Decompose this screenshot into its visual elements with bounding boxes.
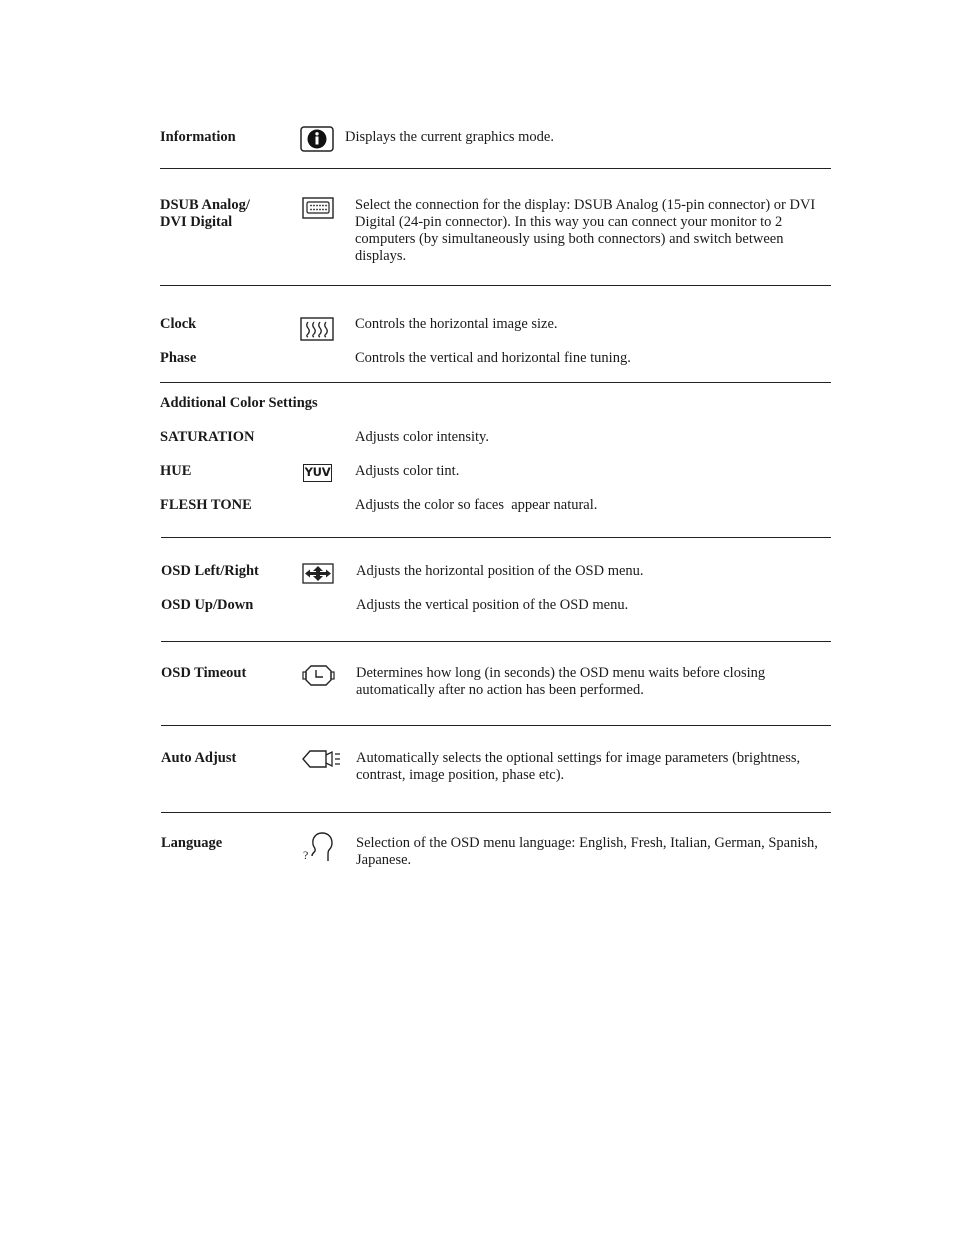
osd-timeout-description: Determines how long (in seconds) the OSD menu waits before closing automatically after no action has been performed. (356, 665, 766, 698)
dsub-label-line2: DVI Digital (160, 214, 233, 230)
osd-up-down-description: Adjusts the vertical position of the OSD menu. (356, 597, 629, 613)
hue-label: HUE (160, 463, 192, 479)
flesh-tone-description: Adjusts the color so faces appear natural. (355, 497, 598, 513)
phase-label: Phase (160, 350, 197, 366)
saturation-label: SATURATION (160, 429, 255, 445)
osd-left-right-label: OSD Left/Right (161, 563, 259, 579)
section-divider (160, 168, 831, 169)
osd-timeout-label: OSD Timeout (161, 665, 247, 681)
section-divider (160, 382, 831, 383)
section-divider (160, 285, 831, 286)
osd-up-down-label: OSD Up/Down (161, 597, 254, 613)
dsub-label-line1: DSUB Analog/ (160, 197, 250, 213)
language-label: Language (161, 835, 223, 851)
dsub-description: Select the connection for the display: DSUB Analog (15-pin connector) or DVI Digital (24-pin connector). In this way you can connect your monitor to 2 computers (by simultaneously using both connectors) and switch between displays. (355, 197, 816, 264)
info-icon (300, 126, 334, 152)
information-description: Displays the current graphics mode. (345, 129, 554, 145)
osd-position-icon (302, 563, 334, 584)
phase-description: Controls the vertical and horizontal fine tuning. (355, 350, 631, 366)
section-divider (161, 725, 831, 726)
auto-adjust-description: Automatically selects the optional settings for image parameters (brightness, contrast, image position, phase etc). (356, 750, 801, 783)
hue-description: Adjusts color tint. (355, 463, 460, 479)
yuv-icon (303, 464, 332, 482)
color-settings-heading: Additional Color Settings (160, 395, 318, 411)
clock-description: Controls the horizontal image size. (355, 316, 558, 332)
language-icon (302, 831, 336, 863)
clock-wave-icon (300, 317, 334, 341)
section-divider (161, 537, 831, 538)
section-divider (161, 812, 831, 813)
language-description: Selection of the OSD menu language: English, Fresh, Italian, German, Spanish, Japanese. (356, 835, 818, 868)
section-divider (161, 641, 831, 642)
saturation-description: Adjusts color intensity. (355, 429, 489, 445)
auto-adjust-icon (302, 749, 342, 769)
clock-label: Clock (160, 316, 197, 332)
connector-icon (302, 197, 334, 219)
information-label: Information (160, 129, 236, 145)
osd-left-right-description: Adjusts the horizontal position of the OSD menu. (356, 563, 644, 579)
auto-adjust-label: Auto Adjust (161, 750, 237, 766)
yuv-icon-text: YUV (304, 465, 331, 480)
timer-icon (302, 664, 335, 687)
flesh-tone-label: FLESH TONE (160, 497, 252, 513)
language-icon-glyph: ? (303, 848, 309, 862)
